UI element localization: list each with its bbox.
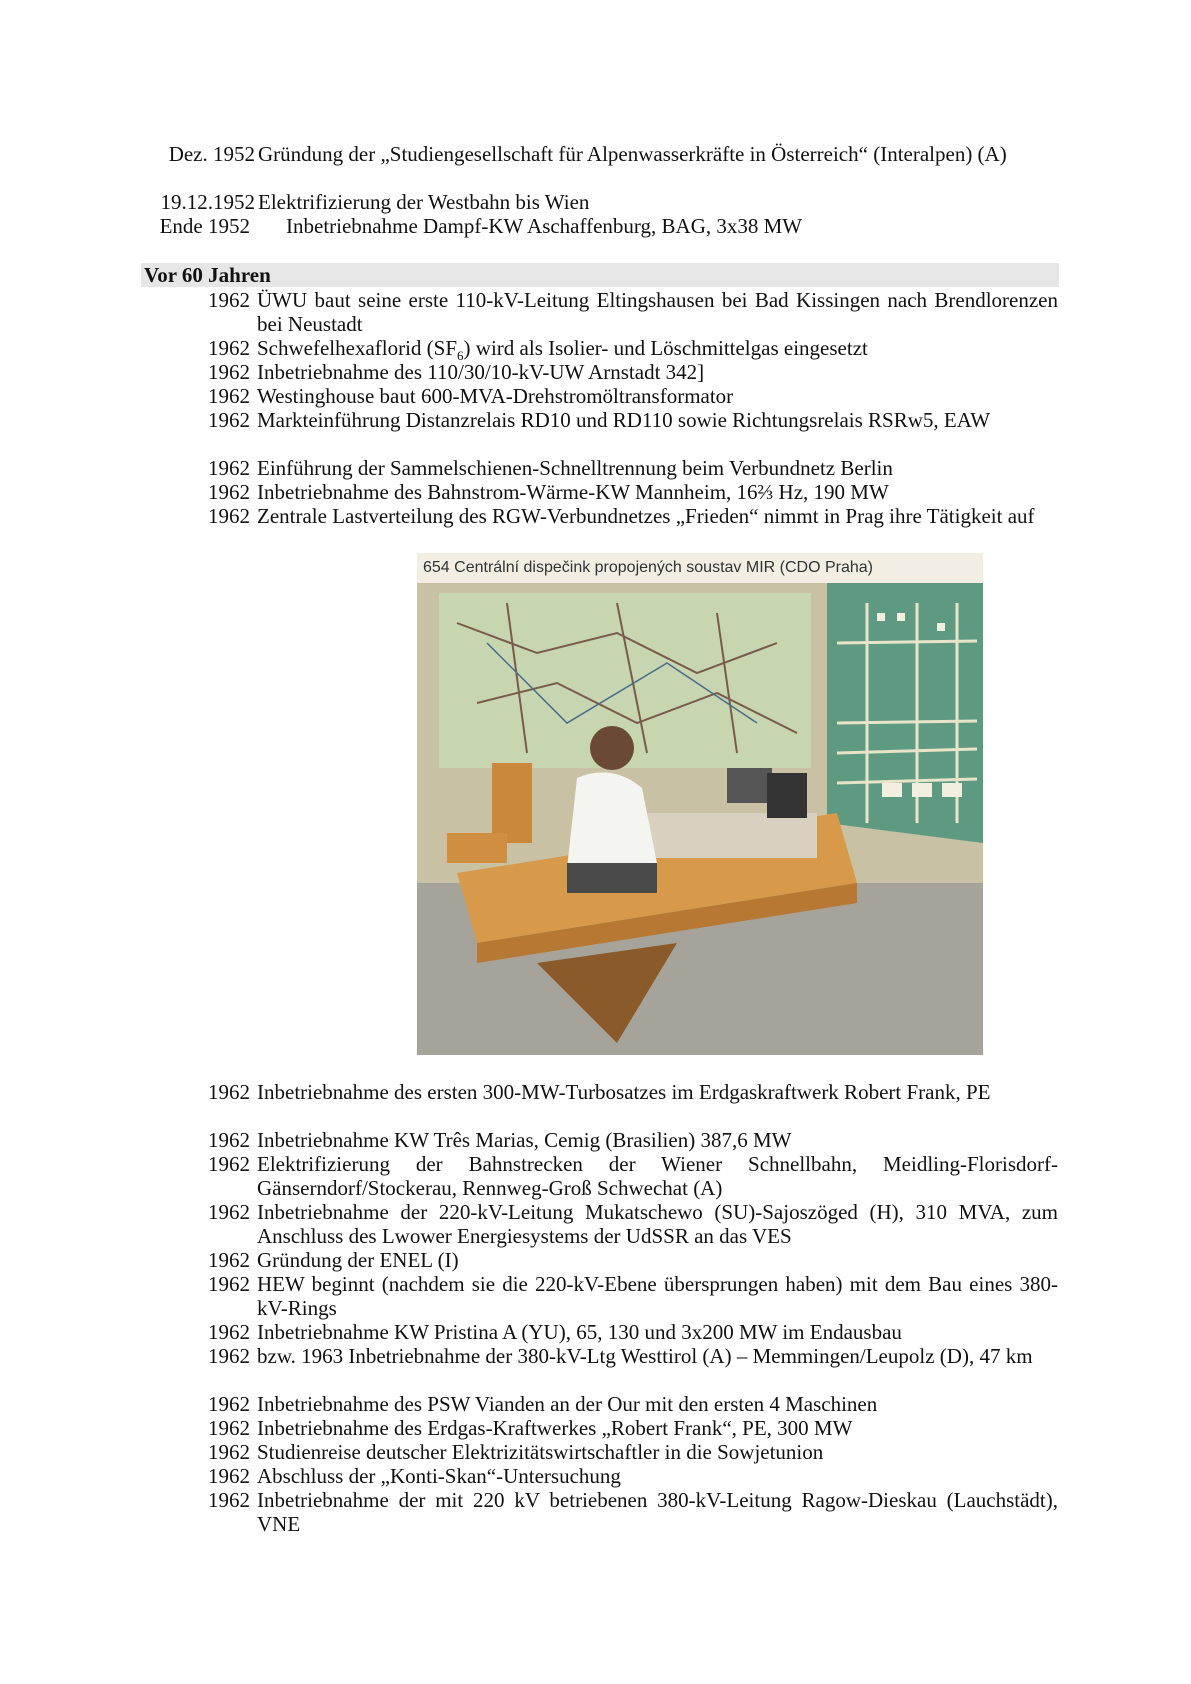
entry-date: 1962 bbox=[208, 1272, 250, 1296]
entry-date: 1962 bbox=[208, 1152, 250, 1176]
entry-text: Inbetriebnahme des 110/30/10-kV-UW Arnstadt 342] bbox=[257, 360, 705, 384]
chronology-entry bbox=[0, 1080, 1191, 1128]
chronology-entry bbox=[0, 1320, 1191, 1344]
chronology-entry bbox=[0, 408, 1191, 456]
entry-text: Elektrifizierung der Bahnstrecken der Wiener Schnellbahn, Meidling-Florisdorf-Gänserndorf/Stockerau, Rennweg-Groß Schwechat (A) bbox=[257, 1152, 1058, 1200]
chronology-entry bbox=[0, 1488, 1191, 1536]
chronology-entry bbox=[0, 1200, 1191, 1248]
entry-text: bzw. 1963 Inbetriebnahme der 380-kV-Ltg Westtirol (A) – Memmingen/Leupolz (D), 47 km bbox=[257, 1344, 1033, 1368]
chronology-entry bbox=[0, 1392, 1191, 1416]
entry-text: Elektrifizierung der Westbahn bis Wien bbox=[258, 190, 590, 214]
entry-text: Inbetriebnahme des Bahnstrom-Wärme-KW Mannheim, 16⅔ Hz, 190 MW bbox=[257, 480, 889, 504]
entry-date: 1962 bbox=[208, 1080, 250, 1104]
entry-date: 1962 bbox=[208, 1488, 250, 1512]
entry-text: HEW beginnt (nachdem sie die 220-kV-Ebene übersprungen haben) mit dem Bau eines 380-kV-Rings bbox=[257, 1272, 1058, 1320]
entry-text: ÜWU baut seine erste 110-kV-Leitung Eltingshausen bei Bad Kissingen nach Brendlorenzen bei Neustadt bbox=[257, 288, 1058, 336]
entry-date: Dez. 1952 bbox=[168, 142, 255, 166]
entry-text: Gründung der „Studiengesellschaft für Alpenwasserkräfte in Österreich“ (Interalpen) (A) bbox=[258, 142, 1007, 166]
entry-text: Westinghouse baut 600-MVA-Drehstromöltransformator bbox=[257, 384, 734, 408]
entry-date: 1962 bbox=[208, 1464, 250, 1488]
entry-text-part: Schwefelhexaflorid (SF bbox=[257, 336, 458, 360]
entry-date: 1962 bbox=[208, 1344, 250, 1368]
entry-text: Inbetriebnahme des PSW Vianden an der Our mit den ersten 4 Maschinen bbox=[257, 1392, 878, 1416]
entry-date: 1962 bbox=[208, 408, 250, 432]
entry-date: 1962 bbox=[208, 480, 250, 504]
chronology-entry bbox=[0, 190, 1191, 214]
entry-text: Inbetriebnahme des ersten 300-MW-Turbosatzes im Erdgaskraftwerk Robert Frank, PE bbox=[257, 1080, 991, 1104]
chronology-entry bbox=[0, 384, 1191, 408]
entry-text: Abschluss der „Konti-Skan“-Untersuchung bbox=[257, 1464, 621, 1488]
entry-text: Inbetriebnahme Dampf-KW Aschaffenburg, BAG, 3x38 MW bbox=[286, 214, 803, 238]
photo-caption: 654 Centrální dispečink propojených soustav MIR (CDO Praha) bbox=[417, 553, 983, 583]
control-room-illustration bbox=[417, 583, 983, 1055]
chronology-entry bbox=[0, 214, 1191, 238]
chronology-entry bbox=[0, 504, 1191, 552]
entry-date: 1962 bbox=[208, 456, 250, 480]
entry-date: 1962 bbox=[208, 1320, 250, 1344]
entry-date: 1962 bbox=[208, 360, 250, 384]
entry-date: 1962 bbox=[208, 1392, 250, 1416]
entry-date: 19.12.1952 bbox=[160, 190, 255, 214]
chronology-entry bbox=[0, 1128, 1191, 1152]
entry-text: Inbetriebnahme des Erdgas-Kraftwerkes „Robert Frank“, PE, 300 MW bbox=[257, 1416, 853, 1440]
chronology-entry bbox=[0, 1416, 1191, 1440]
entry-text-part: ) wird als Isolier- und Löschmittelgas eingesetzt bbox=[463, 336, 868, 360]
chronology-entry bbox=[0, 1248, 1191, 1272]
chronology-entry bbox=[0, 336, 1191, 364]
control-room-photo bbox=[417, 553, 983, 1055]
entry-text: Inbetriebnahme der mit 220 kV betriebenen 380-kV-Leitung Ragow-Dieskau (Lauchstädt), VNE bbox=[257, 1488, 1058, 1536]
entry-date: 1962 bbox=[208, 1416, 250, 1440]
section-heading: Vor 60 Jahren bbox=[141, 263, 1059, 287]
entry-text: Gründung der ENEL (I) bbox=[257, 1248, 459, 1272]
entry-text: Inbetriebnahme der 220-kV-Leitung Mukatschewo (SU)-Sajoszöged (H), 310 MVA, zum Anschluss des Lwower Energiesystems der UdSSR an das VES bbox=[257, 1200, 1058, 1248]
chronology-entry bbox=[0, 480, 1191, 504]
entry-text: Markteinführung Distanzrelais RD10 und RD110 sowie Richtungsrelais RSRw5, EAW bbox=[257, 408, 991, 432]
chronology-entry bbox=[0, 456, 1191, 480]
entry-date: 1962 bbox=[208, 288, 250, 312]
entry-text: Inbetriebnahme KW Pristina A (YU), 65, 130 und 3x200 MW im Endausbau bbox=[257, 1320, 902, 1344]
entry-date: Ende 1952 bbox=[159, 214, 250, 238]
entry-date: 1962 bbox=[208, 1200, 250, 1224]
entry-text: Inbetriebnahme KW Três Marias, Cemig (Brasilien) 387,6 MW bbox=[257, 1128, 792, 1152]
entry-date: 1962 bbox=[208, 336, 250, 360]
chronology-entry bbox=[0, 1464, 1191, 1488]
entry-date: 1962 bbox=[208, 1248, 250, 1272]
entry-date: 1962 bbox=[208, 1440, 250, 1464]
entry-date: 1962 bbox=[208, 384, 250, 408]
chronology-entry bbox=[0, 1440, 1191, 1464]
chronology-entry bbox=[0, 1152, 1191, 1200]
chronology-entry bbox=[0, 1344, 1191, 1392]
chronology-entry bbox=[0, 288, 1191, 336]
subscript: 6 bbox=[457, 348, 464, 364]
chronology-entry bbox=[0, 360, 1191, 384]
entry-text: Studienreise deutscher Elektrizitätswirtschaftler in die Sowjetunion bbox=[257, 1440, 824, 1464]
entry-text: Einführung der Sammelschienen-Schnelltrennung beim Verbundnetz Berlin bbox=[257, 456, 893, 480]
chronology-entry bbox=[0, 1272, 1191, 1320]
entry-text: Zentrale Lastverteilung des RGW-Verbundnetzes „Frieden“ nimmt in Prag ihre Tätigkeit auf bbox=[257, 504, 1035, 528]
entry-date: 1962 bbox=[208, 1128, 250, 1152]
chronology-entry bbox=[0, 142, 1191, 190]
entry-text bbox=[257, 336, 1058, 364]
entry-date: 1962 bbox=[208, 504, 250, 528]
